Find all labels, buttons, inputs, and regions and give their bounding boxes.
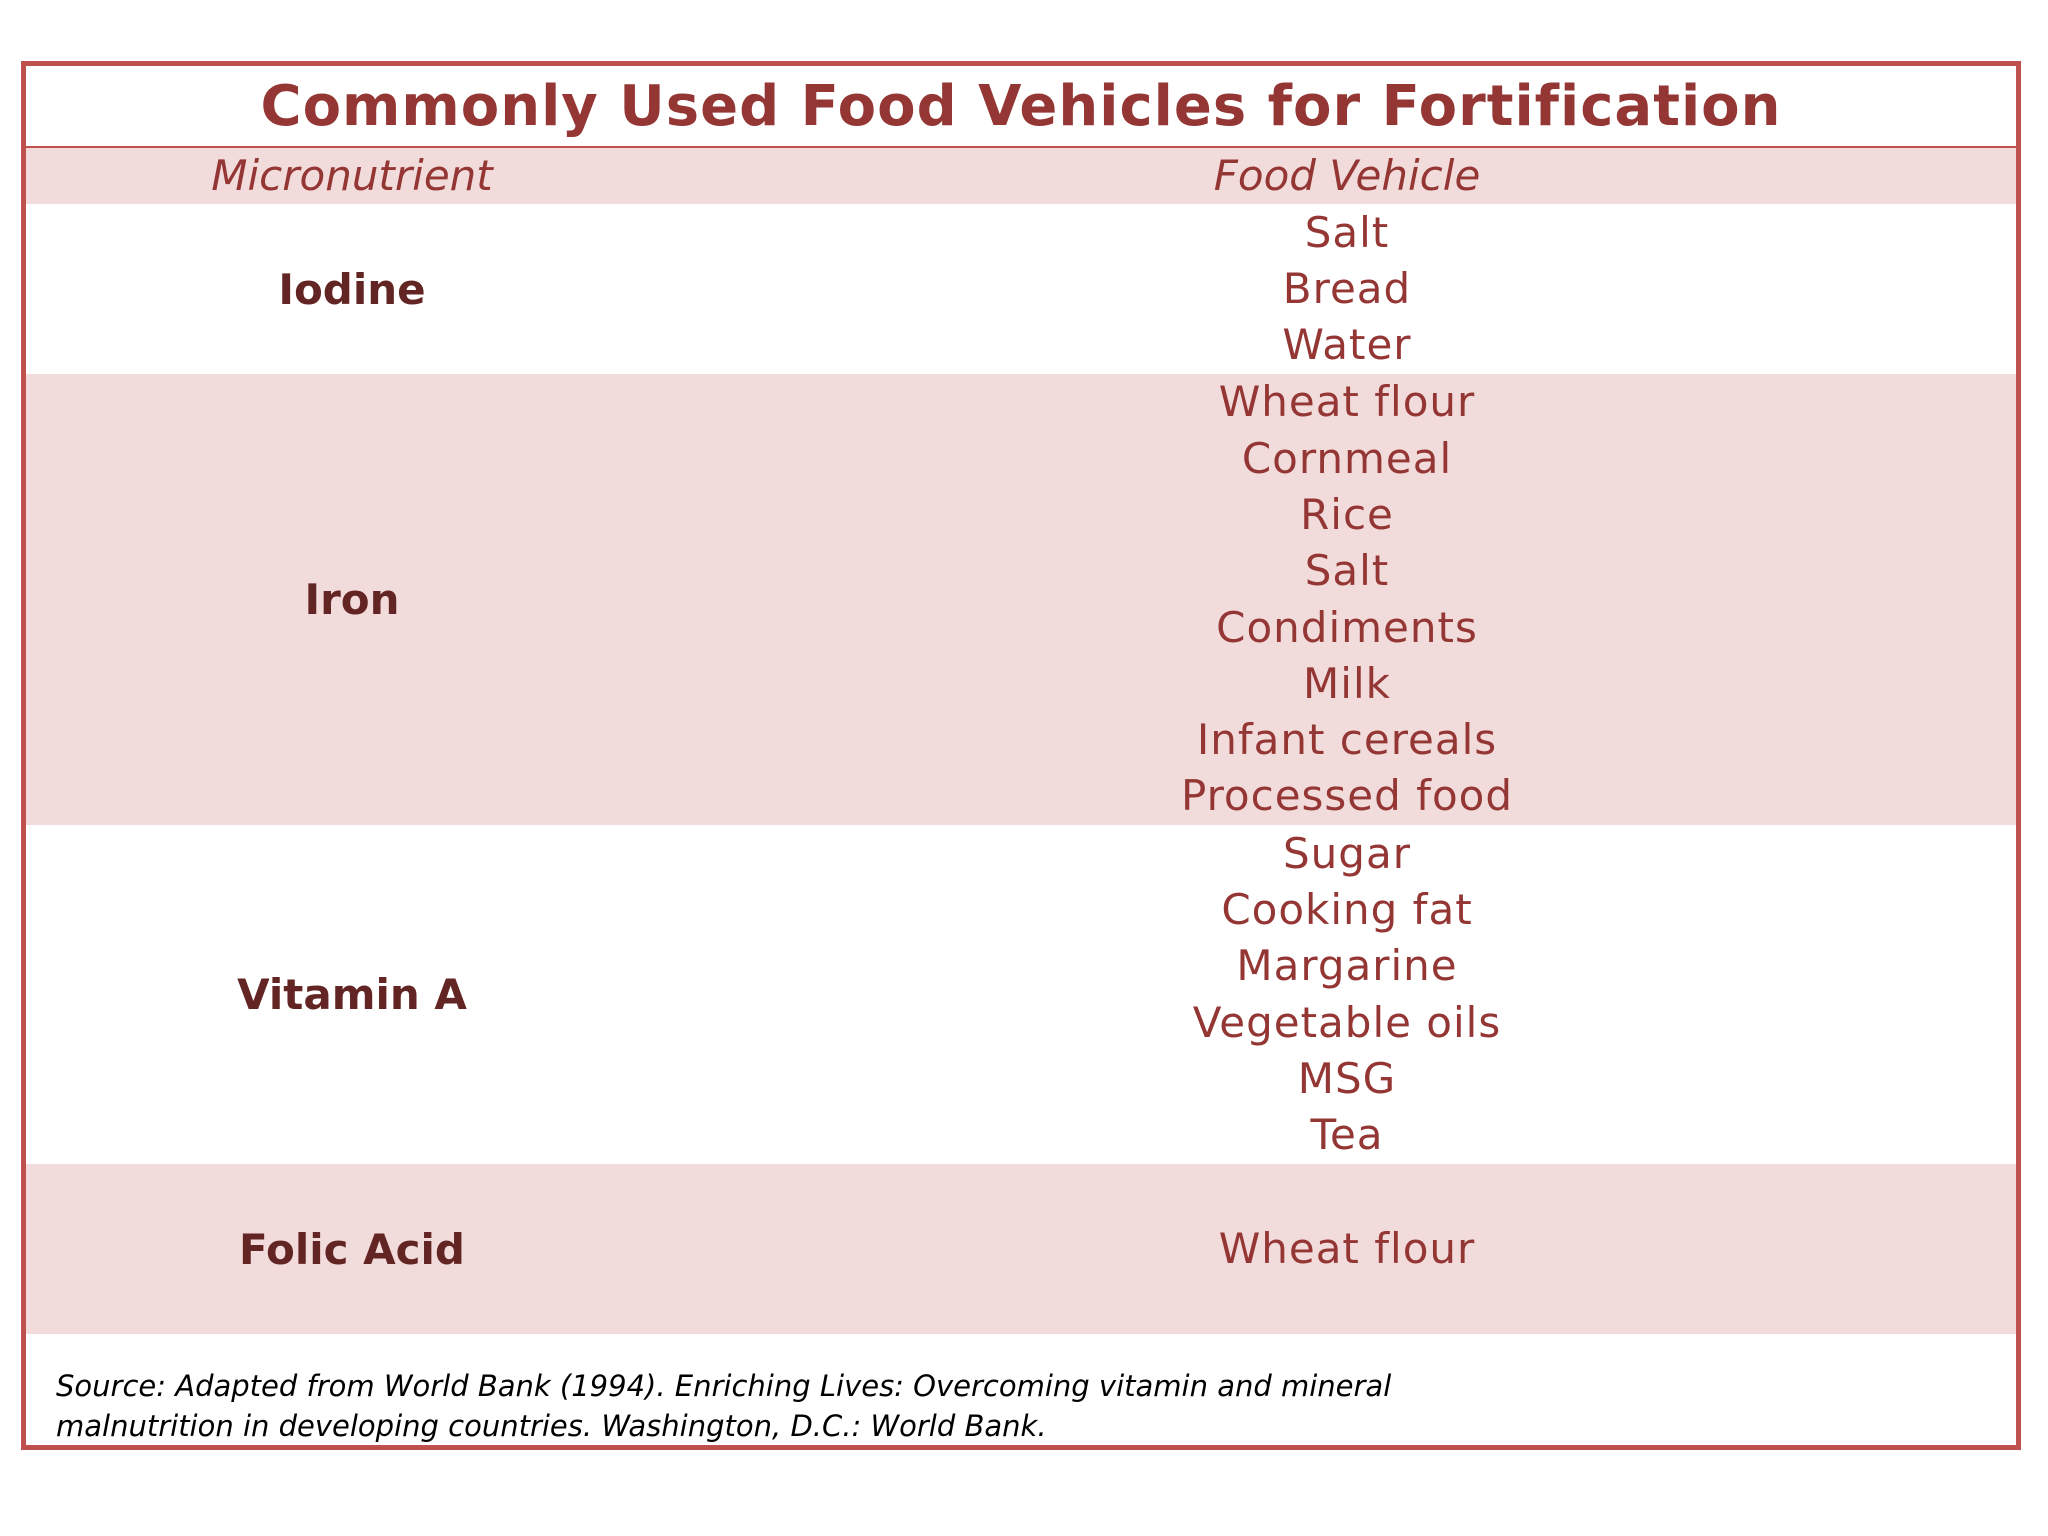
vehicle-item: Condiments [1216,602,1478,652]
table-row-vitamin-a [26,825,2016,1164]
vehicle-item: Cooking fat [1221,884,1473,934]
vehicle-list [678,204,2016,374]
table-row-folic-acid [26,1164,2016,1334]
vehicle-list [678,1164,2016,1334]
nutrient-cell: Iron [304,575,400,624]
header-row [26,148,2016,204]
vehicle-item: Sugar [1283,828,1411,878]
table-row-iodine [26,204,2016,374]
vehicle-item: Vegetable oils [1192,997,1502,1047]
vehicle-item: Tea [1310,1110,1384,1160]
source-line: Source: Adapted from World Bank (1994). Enriching Lives: Overcoming vitamin and mineral [56,1369,1392,1403]
nutrient-cell: Vitamin A [237,970,467,1019]
vehicle-item: Wheat flour [1218,1223,1476,1273]
table-frame [21,61,2021,1450]
vehicle-item: Salt [1304,207,1390,257]
header-micronutrient: Micronutrient [211,151,493,200]
nutrient-cell: Iodine [278,264,426,314]
header-food-vehicle: Food Vehicle [1213,151,1481,200]
source-line: malnutrition in developing countries. Washington, D.C.: World Bank. [56,1409,1047,1443]
vehicle-item: Wheat flour [1218,377,1476,427]
table-row-iron [26,374,2016,825]
vehicle-item: Processed food [1180,771,1513,821]
vehicle-item: Cornmeal [1241,433,1453,483]
source-citation [56,1366,1986,1446]
vehicle-list [678,374,2016,825]
vehicle-item: Milk [1303,658,1391,708]
vehicle-item: Water [1282,320,1412,370]
vehicle-item: Salt [1304,546,1390,596]
vehicle-item: Infant cereals [1196,715,1498,765]
vehicle-item: Margarine [1236,941,1458,991]
vehicle-list [678,825,2016,1164]
nutrient-cell: Folic Acid [238,1224,466,1274]
vehicle-item: Bread [1282,263,1412,313]
table-title: Commonly Used Food Vehicles for Fortification [26,66,2016,148]
vehicle-item: Rice [1300,489,1394,539]
vehicle-item: MSG [1297,1053,1397,1103]
